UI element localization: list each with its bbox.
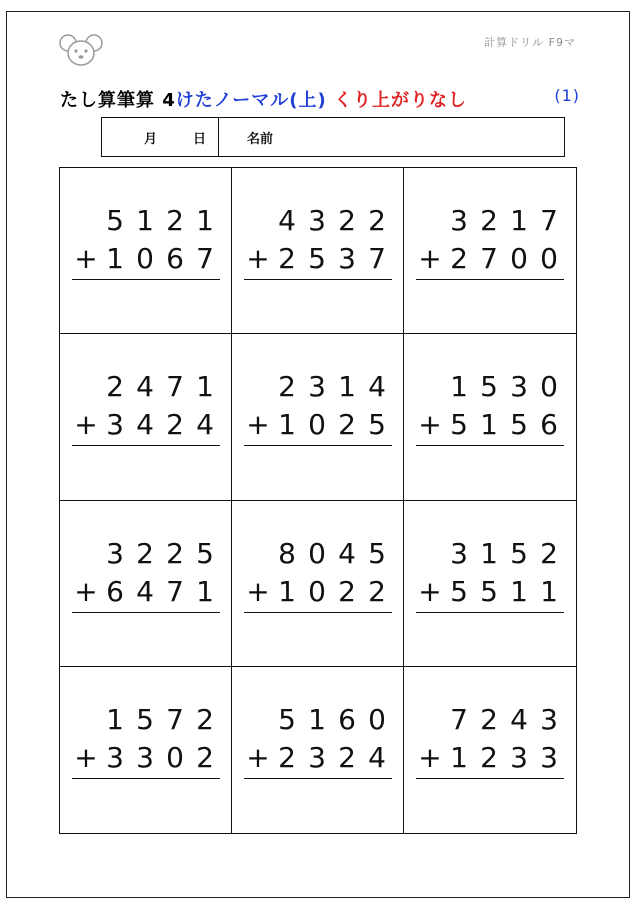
digit: 0 — [510, 242, 528, 275]
digit: 5 — [480, 574, 498, 608]
digit: 4 — [136, 574, 154, 608]
top-number — [244, 202, 392, 240]
digit: 2 — [166, 536, 184, 570]
top-number — [416, 535, 564, 573]
digit: 3 — [540, 702, 558, 736]
digit: 2 — [338, 740, 356, 774]
digit: 7 — [368, 242, 386, 275]
mouse-face-icon — [58, 32, 104, 68]
digit: 1 — [450, 370, 468, 404]
digit: 1 — [480, 536, 498, 570]
digit: 3 — [510, 370, 528, 404]
bottom-number-digits — [100, 573, 220, 611]
top-number — [244, 368, 392, 406]
bottom-number — [244, 573, 392, 611]
bottom-number — [416, 406, 564, 444]
answer-line — [416, 612, 564, 613]
digit: 5 — [510, 536, 528, 570]
worksheet-title — [60, 86, 580, 112]
digit: 2 — [480, 702, 498, 736]
name-label: 名前 — [247, 131, 274, 147]
digit: 2 — [540, 536, 558, 570]
bottom-number-digits — [100, 739, 220, 777]
digit: 4 — [368, 740, 386, 774]
top-number — [416, 368, 564, 406]
digit: 2 — [480, 740, 498, 774]
title-level: けたノーマル(上) — [175, 90, 327, 111]
addition-problem — [72, 701, 220, 777]
top-number — [244, 535, 392, 573]
problem-cell[interactable] — [232, 667, 404, 833]
bottom-number-digits — [272, 739, 392, 777]
title-condition: くり上がりなし — [334, 90, 467, 111]
top-number-digits — [272, 368, 392, 406]
addition-problem — [244, 368, 392, 444]
digit: 1 — [196, 574, 214, 608]
digit: 2 — [338, 408, 356, 442]
problem-cell[interactable] — [232, 168, 404, 334]
top-number-digits — [272, 701, 392, 739]
digit: 2 — [278, 242, 296, 275]
name-date-box — [101, 117, 565, 157]
digit: 5 — [368, 408, 386, 442]
bottom-number-digits — [272, 406, 392, 444]
answer-line — [244, 445, 392, 446]
digit: 3 — [308, 370, 326, 404]
plus-sign: + — [74, 740, 98, 774]
problem-cell[interactable] — [232, 334, 404, 500]
title-main: たし算筆算 4 — [60, 90, 176, 111]
plus-sign: + — [418, 740, 442, 774]
top-number-digits — [272, 535, 392, 573]
digit: 7 — [480, 242, 498, 275]
digit: 0 — [540, 370, 558, 404]
digit: 2 — [166, 408, 184, 442]
bottom-number — [416, 739, 564, 777]
digit: 1 — [308, 702, 326, 736]
digit: 2 — [166, 204, 184, 237]
digit: 7 — [540, 204, 558, 237]
digit: 2 — [196, 702, 214, 736]
digit: 2 — [480, 204, 498, 237]
sheet-number: (1) — [554, 86, 580, 105]
bottom-number-digits — [444, 406, 564, 444]
bottom-number — [72, 406, 220, 444]
digit: 2 — [136, 536, 154, 570]
answer-line — [72, 445, 220, 446]
month-label: 月 — [144, 131, 158, 147]
digit: 4 — [136, 408, 154, 442]
addition-problem — [416, 202, 564, 278]
digit: 3 — [450, 536, 468, 570]
digit: 2 — [450, 242, 468, 275]
digit: 1 — [450, 740, 468, 774]
problem-cell[interactable] — [404, 334, 576, 500]
addition-problem — [72, 535, 220, 611]
bottom-number — [244, 406, 392, 444]
digit: 2 — [368, 574, 386, 608]
bottom-number — [72, 240, 220, 278]
bottom-number-digits — [100, 406, 220, 444]
digit: 5 — [106, 204, 124, 237]
digit: 1 — [338, 370, 356, 404]
digit: 1 — [540, 574, 558, 608]
digit: 3 — [308, 740, 326, 774]
digit: 0 — [368, 702, 386, 736]
top-number — [72, 202, 220, 240]
addition-problem — [416, 701, 564, 777]
plus-sign: + — [74, 408, 98, 442]
top-number — [72, 701, 220, 739]
plus-sign: + — [418, 574, 442, 608]
digit: 5 — [308, 242, 326, 275]
bottom-number-digits — [272, 573, 392, 611]
digit: 1 — [196, 204, 214, 237]
top-number-digits — [272, 202, 392, 240]
plus-sign: + — [246, 740, 270, 774]
digit: 2 — [368, 204, 386, 237]
digit: 3 — [106, 536, 124, 570]
digit: 7 — [166, 702, 184, 736]
digit: 3 — [510, 740, 528, 774]
digit: 0 — [308, 408, 326, 442]
problem-cell[interactable] — [404, 168, 576, 334]
top-number-digits — [444, 535, 564, 573]
answer-line — [416, 778, 564, 779]
plus-sign: + — [246, 574, 270, 608]
top-number-digits — [444, 368, 564, 406]
digit: 1 — [510, 204, 528, 237]
digit: 8 — [278, 536, 296, 570]
digit: 3 — [308, 204, 326, 237]
plus-sign: + — [74, 242, 98, 275]
digit: 2 — [196, 740, 214, 774]
answer-line — [72, 778, 220, 779]
bottom-number — [416, 573, 564, 611]
digit: 1 — [106, 702, 124, 736]
problem-cell[interactable] — [60, 667, 232, 833]
top-number — [244, 701, 392, 739]
answer-line — [416, 279, 564, 280]
digit: 3 — [338, 242, 356, 275]
digit: 6 — [540, 408, 558, 442]
digit: 5 — [450, 574, 468, 608]
digit: 0 — [540, 242, 558, 275]
digit: 7 — [166, 574, 184, 608]
digit: 1 — [278, 574, 296, 608]
problem-grid — [59, 167, 577, 834]
digit: 5 — [278, 702, 296, 736]
answer-line — [244, 279, 392, 280]
digit: 1 — [136, 204, 154, 237]
digit: 7 — [450, 702, 468, 736]
digit: 3 — [136, 740, 154, 774]
top-number-digits — [100, 202, 220, 240]
digit: 3 — [106, 408, 124, 442]
digit: 1 — [106, 242, 124, 275]
digit: 4 — [196, 408, 214, 442]
answer-line — [72, 279, 220, 280]
digit: 3 — [106, 740, 124, 774]
answer-line — [72, 612, 220, 613]
plus-sign: + — [74, 574, 98, 608]
digit: 4 — [368, 370, 386, 404]
brand-label: 計算ドリル F9マ — [484, 36, 576, 49]
answer-line — [244, 612, 392, 613]
addition-problem — [244, 535, 392, 611]
addition-problem — [416, 535, 564, 611]
digit: 6 — [166, 242, 184, 275]
plus-sign: + — [246, 242, 270, 275]
digit: 1 — [510, 574, 528, 608]
digit: 5 — [450, 408, 468, 442]
date-field[interactable] — [102, 118, 219, 156]
answer-line — [416, 445, 564, 446]
digit: 1 — [480, 408, 498, 442]
addition-problem — [72, 368, 220, 444]
answer-line — [244, 778, 392, 779]
bottom-number-digits — [444, 240, 564, 278]
top-number-digits — [444, 202, 564, 240]
bottom-number — [72, 573, 220, 611]
digit: 0 — [308, 574, 326, 608]
digit: 5 — [196, 536, 214, 570]
digit: 2 — [338, 574, 356, 608]
digit: 5 — [510, 408, 528, 442]
digit: 0 — [166, 740, 184, 774]
bottom-number-digits — [272, 240, 392, 278]
digit: 2 — [106, 370, 124, 404]
bottom-number — [416, 240, 564, 278]
digit: 4 — [338, 536, 356, 570]
digit: 1 — [278, 408, 296, 442]
bottom-number-digits — [444, 573, 564, 611]
digit: 2 — [278, 370, 296, 404]
digit: 2 — [278, 740, 296, 774]
problem-cell[interactable] — [60, 168, 232, 334]
digit: 0 — [308, 536, 326, 570]
digit: 3 — [450, 204, 468, 237]
digit: 2 — [338, 204, 356, 237]
plus-sign: + — [418, 408, 442, 442]
top-number-digits — [100, 368, 220, 406]
bottom-number — [244, 739, 392, 777]
digit: 1 — [196, 370, 214, 404]
digit: 5 — [480, 370, 498, 404]
problem-cell[interactable] — [404, 667, 576, 833]
digit: 7 — [196, 242, 214, 275]
plus-sign: + — [246, 408, 270, 442]
addition-problem — [244, 701, 392, 777]
top-number-digits — [444, 701, 564, 739]
bottom-number — [72, 739, 220, 777]
digit: 0 — [136, 242, 154, 275]
addition-problem — [72, 202, 220, 278]
digit: 4 — [510, 702, 528, 736]
digit: 5 — [368, 536, 386, 570]
bottom-number-digits — [100, 240, 220, 278]
top-number — [72, 535, 220, 573]
problem-cell[interactable] — [60, 334, 232, 500]
bottom-number-digits — [444, 739, 564, 777]
addition-problem — [416, 368, 564, 444]
problem-cell[interactable] — [60, 501, 232, 667]
top-number — [416, 701, 564, 739]
top-number — [416, 202, 564, 240]
problem-cell[interactable] — [232, 501, 404, 667]
digit: 4 — [136, 370, 154, 404]
digit: 6 — [106, 574, 124, 608]
plus-sign: + — [418, 242, 442, 275]
digit: 6 — [338, 702, 356, 736]
day-label: 日 — [193, 131, 207, 147]
top-number-digits — [100, 535, 220, 573]
digit: 3 — [540, 740, 558, 774]
digit: 4 — [278, 204, 296, 237]
problem-cell[interactable] — [404, 501, 576, 667]
digit: 7 — [166, 370, 184, 404]
addition-problem — [244, 202, 392, 278]
top-number-digits — [100, 701, 220, 739]
bottom-number — [244, 240, 392, 278]
top-number — [72, 368, 220, 406]
digit: 5 — [136, 702, 154, 736]
